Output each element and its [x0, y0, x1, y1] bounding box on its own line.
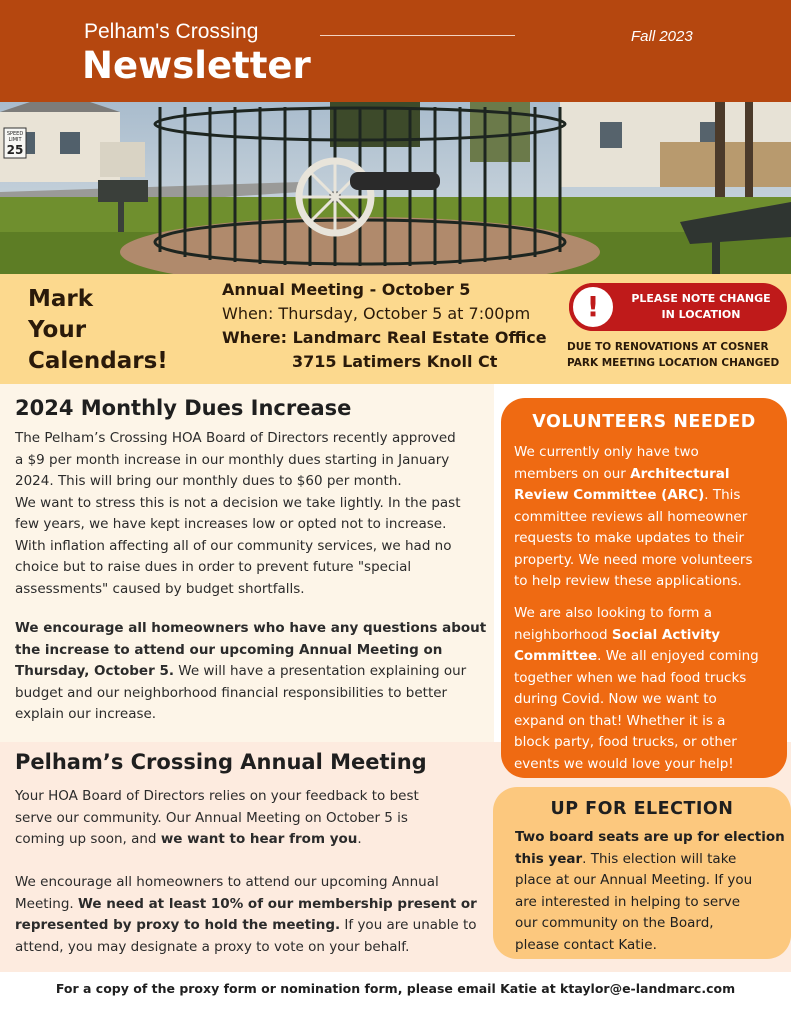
- volunteers-line: [514, 646, 784, 668]
- volunteers-heading: VOLUNTEERS NEEDED: [532, 412, 756, 432]
- social-committee-emphasis: Committee: [514, 648, 598, 664]
- alert-line-2: IN LOCATION: [661, 308, 741, 321]
- alert-message: [623, 291, 779, 323]
- meeting-line-start: Meeting.: [15, 895, 79, 912]
- meeting-line: We encourage all homeowners to attend our upcoming Annual: [15, 874, 439, 890]
- election-line: place at our Annual Meeting. If you: [515, 872, 753, 888]
- calendar-heading-line-3: Calendars!: [28, 348, 168, 374]
- alert-line-1: PLEASE NOTE CHANGE: [631, 292, 771, 305]
- exclamation-icon: !: [586, 290, 600, 323]
- alert-subtext-line-2: PARK MEETING LOCATION CHANGED: [567, 357, 780, 369]
- event-address: 3715 Latimers Knoll Ct: [292, 352, 498, 371]
- footer-contact-text: For a copy of the proxy form or nomination form, please email Katie at ktaylor@e-landmarc.com: [55, 981, 736, 996]
- volunteers-line: [514, 485, 784, 507]
- election-line: our community on the Board,: [515, 915, 714, 931]
- meeting-line: [15, 894, 485, 916]
- election-line: please contact Katie.: [515, 936, 657, 953]
- sign-line-2: LIMIT: [8, 137, 22, 143]
- issue-season: Fall 2023: [631, 28, 693, 45]
- election-heading: UP FOR ELECTION: [550, 799, 734, 819]
- volunteers-line: expand on that! Whether it is a: [514, 712, 726, 729]
- meeting-paragraph-2: [15, 872, 485, 958]
- dues-line: a $9 per month increase in our monthly dues starting in January: [15, 451, 450, 468]
- volunteers-line: during Covid. Now we want to: [514, 691, 717, 707]
- volunteers-line-end: . We all enjoyed coming: [597, 648, 759, 664]
- dues-line: We encourage all homeowners who have any questions about: [15, 620, 487, 636]
- volunteers-line-start: neighborhood: [514, 626, 612, 643]
- volunteers-line: requests to make updates to their: [514, 530, 745, 546]
- cannon-monument-photo: [0, 102, 791, 274]
- election-line: Two board seats are up for election: [515, 829, 785, 845]
- header-rule: [320, 35, 515, 36]
- meeting-line: attend, you may designate a proxy to vote on your behalf.: [15, 938, 410, 955]
- meeting-line: [15, 829, 485, 851]
- volunteers-line: events we would love your help!: [514, 755, 734, 772]
- arc-emphasis: Architectural: [630, 465, 730, 482]
- volunteers-line-end: . This: [704, 487, 741, 503]
- meeting-emphasis: represented by proxy to hold the meeting.: [15, 917, 341, 933]
- dues-line: 2024. This will bring our monthly dues to $60 per month.: [15, 473, 402, 489]
- calendar-heading-line-2: Your: [28, 317, 87, 343]
- volunteers-line: [514, 625, 784, 647]
- dues-heading: 2024 Monthly Dues Increase: [15, 396, 352, 420]
- social-committee-emphasis: Social Activity: [611, 626, 721, 643]
- election-line: are interested in helping to serve: [515, 893, 741, 910]
- meeting-emphasis: We need at least 10% of our membership present or: [78, 895, 477, 912]
- meeting-line-start: coming up soon, and: [15, 831, 161, 847]
- sign-line-1: SPEED: [6, 131, 24, 137]
- location-change-alert: [569, 283, 787, 331]
- dues-line-rest: We will have a presentation explaining our: [173, 663, 467, 679]
- newsletter-title: Newsletter: [82, 44, 311, 87]
- volunteers-line: to help review these applications.: [514, 573, 742, 589]
- volunteers-line: property. We need more volunteers: [514, 551, 753, 568]
- dues-line: choice but to raise dues in order to prevent future "special: [15, 559, 412, 575]
- meeting-heading: Pelham’s Crossing Annual Meeting: [15, 750, 427, 774]
- volunteers-needed-box: [501, 398, 787, 778]
- event-title: Annual Meeting - October 5: [222, 280, 471, 299]
- volunteers-line: together when we had food trucks: [514, 669, 747, 686]
- dues-line: explain our increase.: [15, 706, 157, 722]
- volunteers-line: committee reviews all homeowner: [514, 508, 748, 525]
- event-where: Where: Landmarc Real Estate Office: [222, 328, 547, 347]
- dues-line: budget and our neighborhood financial responsibilities to better: [15, 684, 448, 701]
- volunteers-line: We currently only have two: [514, 444, 699, 460]
- calendar-heading-line-1: Mark: [28, 286, 94, 312]
- event-when: When: Thursday, October 5 at 7:00pm: [222, 304, 531, 323]
- meeting-line: [15, 915, 485, 937]
- alert-subtext-line-1: DUE TO RENOVATIONS AT COSNER: [567, 341, 769, 353]
- election-line: [515, 849, 787, 871]
- volunteers-line: block party, food trucks, or other: [514, 734, 737, 750]
- dues-line: the increase to attend our upcoming Annual Meeting on: [15, 641, 443, 658]
- photo-illustration: [0, 102, 791, 274]
- election-emphasis: this year: [515, 850, 583, 867]
- election-box: [493, 787, 791, 959]
- election-line-end: . This election will take: [582, 850, 737, 867]
- newsletter-header: [0, 0, 791, 102]
- dues-paragraph-1: [15, 428, 491, 600]
- dues-line: few years, we have kept increases low or opted not to increase.: [15, 516, 447, 532]
- dues-line: With inflation affecting all of our community services, we had no: [15, 537, 452, 554]
- meeting-paragraph-1: [15, 786, 485, 851]
- dues-increase-section: [0, 384, 494, 742]
- meeting-line-end: .: [357, 831, 362, 847]
- sign-line-3: 25: [6, 143, 24, 157]
- dues-line: [15, 661, 491, 683]
- meeting-emphasis: we want to hear from you: [160, 831, 358, 847]
- footer: [0, 972, 791, 1024]
- volunteers-paragraph-1: [514, 442, 784, 593]
- volunteers-line: We are also looking to form a: [514, 605, 713, 621]
- dues-date-emphasis: Thursday, October 5.: [15, 663, 174, 679]
- meeting-line: serve our community. Our Annual Meeting on October 5 is: [15, 809, 408, 826]
- community-name: Pelham's Crossing: [84, 20, 259, 43]
- volunteers-line: [514, 464, 784, 486]
- dues-line: The Pelham’s Crossing HOA Board of Directors recently approved: [15, 430, 456, 446]
- volunteers-paragraph-2: [514, 603, 784, 775]
- election-paragraph: [515, 827, 787, 956]
- meeting-line-end: If you are unable to: [340, 917, 477, 933]
- dues-line: assessments" caused by budget shortfalls.: [15, 580, 305, 597]
- meeting-line: Your HOA Board of Directors relies on your feedback to best: [15, 788, 419, 804]
- volunteers-line-start: members on our: [514, 465, 631, 482]
- arc-emphasis: Review Committee (ARC): [514, 487, 705, 503]
- calendar-heading: [28, 284, 168, 377]
- dues-line: We want to stress this is not a decision we take lightly. In the past: [15, 494, 461, 511]
- dues-paragraph-2: [15, 618, 491, 726]
